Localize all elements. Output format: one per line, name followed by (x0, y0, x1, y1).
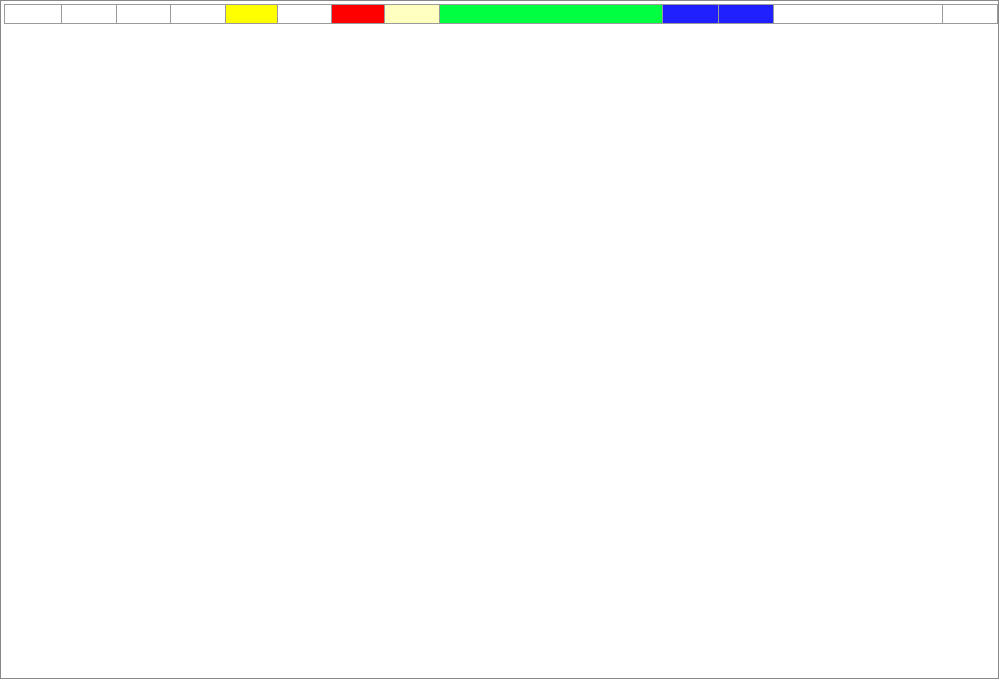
header-current (226, 5, 278, 24)
base-low-label (663, 5, 718, 24)
header-low (170, 5, 225, 24)
base-high-label (331, 5, 384, 24)
base-low-value (718, 5, 773, 24)
datetime (773, 5, 942, 24)
header-gubun (5, 5, 62, 24)
quote-table (4, 4, 998, 24)
table-row (5, 5, 998, 24)
page-title (440, 5, 663, 24)
header-high (116, 5, 170, 24)
header-open (62, 5, 116, 24)
cell (942, 5, 997, 24)
base-high-value (385, 5, 440, 24)
header-vibration (278, 5, 331, 24)
